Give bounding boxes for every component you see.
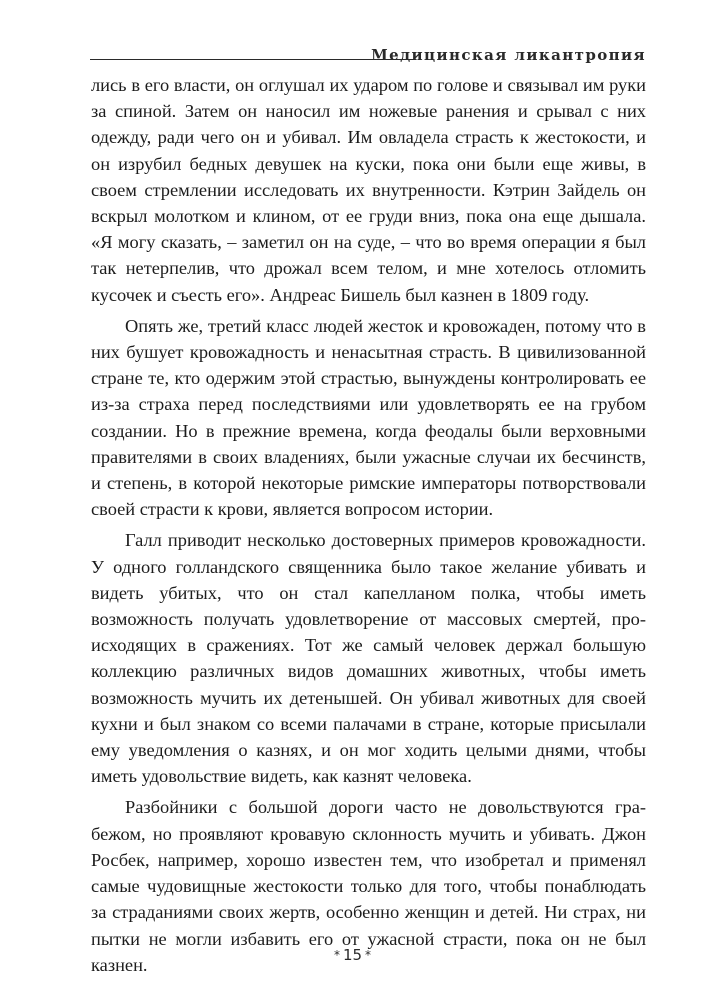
star-ornament-right: *: [365, 948, 372, 962]
paragraph-4: Разбойники с большой дороги часто не довольствуются грабежом, но проявляют кровавую склонность мучить и убивать. Джон Росбек, например, хорошо известен тем, что изобретал и применял самые чудовищные жестокости только для того, чтобы понаблюдать за страданиями своих жертв, особенно женщин и детей. Ни страх, ни пытки не могли избавить его от ужасной страсти, пока он не был казнен.: [91, 797, 646, 975]
body-text: [91, 72, 646, 978]
paragraph-3: Галл приводит несколько достоверных примеров кровожадности. У одного голландского священника было такое желание убивать и видеть убитых, что он стал капелланом полка, чтобы иметь возможность получать удовлетворение от массовых смертей, происходящих в сражениях. Тот же самый человек держал большую коллекцию различных видов домашних животных, чтобы иметь возможность мучить их детенышей. Он убивал животных для своей кухни и был знаком со всеми палачами в стране, которые присылали ему уведомления о казнях, и он мог ходить целыми днями, чтобы иметь удовольствие видеть, как казнят человека.: [91, 530, 646, 787]
running-title: Медицинская ликантропия: [371, 46, 646, 64]
running-head: [90, 40, 646, 66]
page-number: 15: [342, 946, 363, 964]
star-ornament-left: *: [333, 948, 340, 962]
header-rule: [90, 59, 416, 60]
paragraph-1: лись в его власти, он оглушал их ударом по голове и связывал им руки за спиной. Затем он наносил им ножевые ранения и срывал с них одежду, ради чего он и убивал. Им овладела страсть к жестокости, и он изрубил бедных девушек на куски, пока они были еще живы, в своем стремлении исследовать их внутренности. Кэтрин Зайдель он вскрыл молотком и клином, от ее груди вниз, пока она еще дышала. «Я могу сказать, – заметил он на суде, – что во время операции я был так нетерпелив, что дрожал всем телом, и мне хотелось отломить кусочек и съесть его». Андреас Бишель был казнен в 1809 году.: [91, 75, 646, 305]
page-footer: [0, 946, 705, 964]
paragraph-2: Опять же, третий класс людей жесток и кровожаден, потому что в них бушует кровожадность и ненасытная страсть. В цивилизованной стране те, кто одержим этой страстью, вынуждены контролировать ее из-за страха перед последствиями или удовлетворять ее на грубом создании. Но в прежние времена, когда феодалы были верховными правителями в своих владениях, были ужасные случаи их бесчинств, и степень, в которой некоторые римские императоры потворствовали своей страсти к крови, является вопросом истории.: [91, 315, 646, 520]
